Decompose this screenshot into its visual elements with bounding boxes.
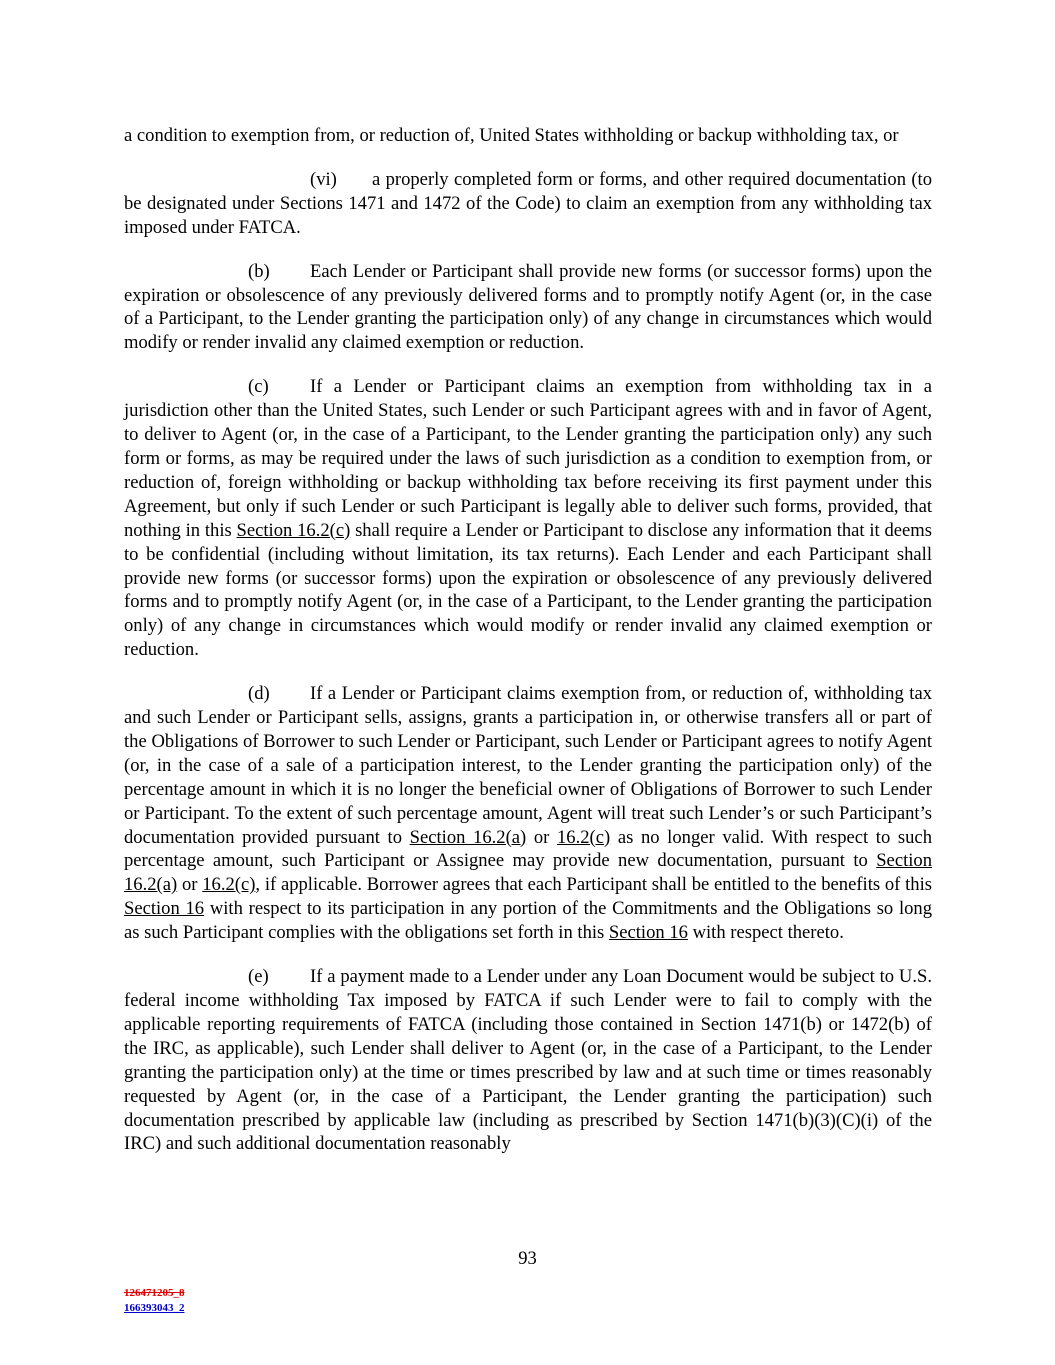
item-vi	[124, 168, 932, 240]
paragraph-label: (e)	[248, 966, 269, 988]
paragraph-text: Each Lender or Participant shall provide new forms (or successor forms) upon the expiration or obsolescence of any previously delivered forms and to promptly notify Agent (or, in the case of a Participant, to the Lender granting the participation only) of any change in circumstances which would modify or render invalid any claimed exemption or reduction.	[124, 260, 932, 354]
paragraph-e	[124, 965, 932, 1156]
section-reference: Section 16.2(a)	[409, 826, 527, 848]
paragraph-text: If a payment made to a Lender under any Loan Document would be subject to U.S. federal income withholding Tax imposed by FATCA if such Lender were to fail to comply with the applicable reporting requirements of FATCA (including those contained in Section 1471(b) or 1472(b) of the IRC, as applicable), such Lender shall deliver to Agent (or, in the case of a Participant, to the Lender granting the participation only) at the time or times prescribed by law and at such time or times reasonably requested by Agent (or, in the case of a Participant, the Lender granting the participation) such documentation prescribed by applicable law (including as prescribed by Section 1471(b)(3)(C)(i) of the IRC) and such additional documentation reasonably	[124, 966, 932, 1155]
section-reference: Section 16.2(a)	[124, 850, 932, 896]
paragraph-c: (c) If a Lender or Participant claims an exemption from withholding tax in a jurisdiction other than the United States, such Lender or such Participant agrees with and in favor of Agent, to deliver to Agent (or, in the case of a Participant, to the Lender granting the participation only) any such form or forms, as may be required under the laws of such jurisdiction as a condition to exemption from, or reduction of, foreign withholding or backup withholding tax before receiving its first payment under this Agreement, but only if such Lender or such Participant is legally able to deliver such forms, provided, that nothing in this Section 16.2(c) shall require a Lender or Participant to disclose any information that it deems to be confidential (including without limitation, its tax returns). Each Lender and each Participant shall provide new forms (or successor forms) upon the expiration or obsolescence of any previously delivered forms and to promptly notify Agent (or, in the case of a Participant, to the Lender granting the participation only) of any change in circumstances which would modify or render invalid any claimed exemption or reduction.	[124, 376, 932, 661]
paragraph-label: (d)	[248, 683, 270, 705]
section-reference: 16.2(c)	[557, 826, 611, 848]
item-text: a properly completed form or forms, and other required documentation (to be designated under Sections 1471 and 1472 of the Code) to claim an exemption from any withholding tax imposed under FATCA.	[124, 168, 932, 238]
section-reference: Section 16	[124, 898, 205, 920]
page-number: 93	[518, 1248, 537, 1269]
document-ids	[124, 1286, 185, 1316]
old-document-id: 126471205_8	[124, 1287, 185, 1299]
continuation-paragraph: a condition to exemption from, or reduction of, United States withholding or backup withholding tax, or	[124, 125, 899, 146]
paragraph-d: (d) If a Lender or Participant claims exemption from, or reduction of, withholding tax and such Lender or Participant sells, assigns, grants a participation in, or otherwise transfers all or part of the Obligations of Borrower to such Lender or Participant, such Lender or Participant agrees to notify Agent (or, in the case of a sale of a participation interest, to the Lender granting the participation only) of the percentage amount in which it is no longer the beneficial owner of Obligations of Borrower to such Lender or Participant. To the extent of such percentage amount, Agent will treat such Lender’s or such Participant’s documentation provided pursuant to Section 16.2(a) or 16.2(c) as no longer valid. With respect to such percentage amount, such Participant or Assignee may provide new documentation, pursuant to Section 16.2(a) or 16.2(c), if applicable. Borrower agrees that each Participant shall be entitled to the benefits of this Section 16 with respect to its participation in any portion of the Commitments and the Obligations so long as such Participant complies with the obligations set forth in this Section 16 with respect thereto.	[124, 683, 933, 944]
section-reference: Section 16.2(c)	[236, 519, 351, 541]
section-reference: 16.2(c)	[202, 874, 256, 896]
new-document-id: 166393043_2	[124, 1302, 185, 1314]
document-body	[124, 124, 932, 1176]
paragraph-label: (c)	[248, 376, 269, 398]
paragraph-b	[124, 260, 932, 356]
paragraph-label: (b)	[248, 260, 270, 282]
item-label: (vi)	[310, 168, 337, 190]
section-reference: Section 16	[608, 922, 688, 944]
